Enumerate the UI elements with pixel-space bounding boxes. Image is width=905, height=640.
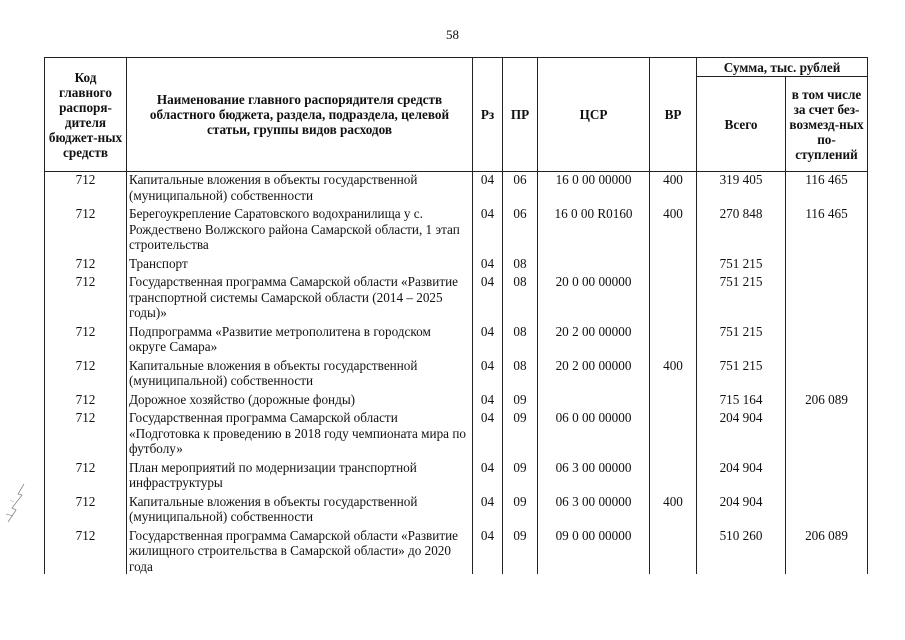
cell-total: 751 215 — [697, 324, 786, 355]
cell-pr: 09 — [503, 528, 538, 575]
cell-csr — [538, 392, 650, 408]
pen-scribble-mark — [4, 480, 34, 530]
cell-vr — [650, 274, 697, 321]
cell-code: 712 — [45, 410, 127, 457]
cell-pr: 06 — [503, 206, 538, 253]
cell-name: Дорожное хозяйство (дорожные фонды) — [127, 392, 473, 408]
header-rz: Рз — [473, 58, 503, 172]
table-row — [45, 410, 868, 457]
cell-vr — [650, 460, 697, 491]
cell-csr: 06 3 00 00000 — [538, 460, 650, 491]
cell-rz: 04 — [473, 324, 503, 355]
cell-csr: 20 2 00 00000 — [538, 358, 650, 389]
header-name: Наименование главного распорядителя средств областного бюджета, раздела, подраздела, целевой статьи, группы видов расходов — [127, 58, 473, 172]
cell-csr: 16 0 00 R0160 — [538, 206, 650, 253]
cell-pr: 06 — [503, 172, 538, 204]
cell-csr — [538, 256, 650, 272]
cell-pr: 08 — [503, 358, 538, 389]
cell-name: Транспорт — [127, 256, 473, 272]
header-code: Код главного распоря-дителя бюджет-ных средств — [45, 58, 127, 172]
page-number: 58 — [446, 27, 459, 42]
cell-csr: 06 3 00 00000 — [538, 494, 650, 525]
cell-csr: 20 0 00 00000 — [538, 274, 650, 321]
header-sum: Сумма, тыс. рублей — [697, 58, 868, 77]
cell-code: 712 — [45, 256, 127, 272]
cell-rz: 04 — [473, 494, 503, 525]
table-row — [45, 494, 868, 525]
cell-vr — [650, 410, 697, 457]
cell-vr: 400 — [650, 172, 697, 204]
table-row — [45, 172, 868, 204]
cell-rz: 04 — [473, 392, 503, 408]
cell-free — [786, 410, 868, 457]
cell-code: 712 — [45, 494, 127, 525]
cell-code: 712 — [45, 274, 127, 321]
cell-pr: 09 — [503, 410, 538, 457]
cell-free — [786, 460, 868, 491]
cell-rz: 04 — [473, 528, 503, 575]
cell-vr — [650, 392, 697, 408]
header-vr: ВР — [650, 58, 697, 172]
cell-pr: 08 — [503, 274, 538, 321]
cell-name: Государственная программа Самарской области «Развитие жилищного строительства в Самарской области» до 2020 года — [127, 528, 473, 575]
cell-total: 204 904 — [697, 410, 786, 457]
cell-rz: 04 — [473, 172, 503, 204]
cell-free: 206 089 — [786, 528, 868, 575]
cell-pr: 08 — [503, 324, 538, 355]
cell-pr: 08 — [503, 256, 538, 272]
cell-rz: 04 — [473, 256, 503, 272]
cell-total: 204 904 — [697, 494, 786, 525]
table-row — [45, 358, 868, 389]
cell-vr — [650, 528, 697, 575]
cell-free — [786, 274, 868, 321]
table-row — [45, 274, 868, 321]
cell-total: 510 260 — [697, 528, 786, 575]
cell-rz: 04 — [473, 274, 503, 321]
cell-code: 712 — [45, 528, 127, 575]
cell-free: 116 465 — [786, 206, 868, 253]
cell-total: 204 904 — [697, 460, 786, 491]
table-row — [45, 528, 868, 575]
header-free: в том числе за счет без-возмезд-ных по-ступлений — [786, 77, 868, 172]
cell-pr: 09 — [503, 460, 538, 491]
cell-vr: 400 — [650, 206, 697, 253]
header-csr: ЦСР — [538, 58, 650, 172]
table-row — [45, 206, 868, 253]
table-row — [45, 324, 868, 355]
cell-code: 712 — [45, 392, 127, 408]
cell-name: Государственная программа Самарской области «Развитие транспортной системы Самарской области (2014 – 2025 годы)» — [127, 274, 473, 321]
cell-rz: 04 — [473, 206, 503, 253]
cell-csr: 06 0 00 00000 — [538, 410, 650, 457]
cell-pr: 09 — [503, 392, 538, 408]
cell-free — [786, 358, 868, 389]
cell-name: Капитальные вложения в объекты государственной (муниципальной) собственности — [127, 172, 473, 204]
cell-free: 206 089 — [786, 392, 868, 408]
cell-rz: 04 — [473, 460, 503, 491]
cell-name: План мероприятий по модернизации транспортной инфраструктуры — [127, 460, 473, 491]
cell-free — [786, 324, 868, 355]
table-row — [45, 460, 868, 491]
table-body — [45, 172, 868, 575]
cell-rz: 04 — [473, 410, 503, 457]
cell-total: 319 405 — [697, 172, 786, 204]
cell-free — [786, 256, 868, 272]
cell-vr: 400 — [650, 494, 697, 525]
cell-total: 270 848 — [697, 206, 786, 253]
cell-vr — [650, 324, 697, 355]
cell-total: 751 215 — [697, 358, 786, 389]
table-row — [45, 392, 868, 408]
budget-table — [44, 57, 868, 574]
cell-code: 712 — [45, 324, 127, 355]
cell-csr: 16 0 00 00000 — [538, 172, 650, 204]
cell-code: 712 — [45, 172, 127, 204]
cell-total: 751 215 — [697, 274, 786, 321]
table-row — [45, 256, 868, 272]
cell-name: Подпрограмма «Развитие метрополитена в городском округе Самара» — [127, 324, 473, 355]
cell-csr: 09 0 00 00000 — [538, 528, 650, 575]
cell-code: 712 — [45, 206, 127, 253]
cell-free — [786, 494, 868, 525]
header-total: Всего — [697, 77, 786, 172]
cell-name: Государственная программа Самарской области «Подготовка к проведению в 2018 году чемпионата мира по футболу» — [127, 410, 473, 457]
cell-name: Капитальные вложения в объекты государственной (муниципальной) собственности — [127, 358, 473, 389]
cell-name: Берегоукрепление Саратовского водохранилища у с. Рождествено Волжского района Самарской области, 1 этап строительства — [127, 206, 473, 253]
cell-code: 712 — [45, 358, 127, 389]
cell-total: 715 164 — [697, 392, 786, 408]
cell-rz: 04 — [473, 358, 503, 389]
cell-pr: 09 — [503, 494, 538, 525]
cell-free: 116 465 — [786, 172, 868, 204]
cell-csr: 20 2 00 00000 — [538, 324, 650, 355]
cell-name: Капитальные вложения в объекты государственной (муниципальной) собственности — [127, 494, 473, 525]
header-pr: ПР — [503, 58, 538, 172]
cell-vr — [650, 256, 697, 272]
cell-vr: 400 — [650, 358, 697, 389]
cell-total: 751 215 — [697, 256, 786, 272]
cell-code: 712 — [45, 460, 127, 491]
